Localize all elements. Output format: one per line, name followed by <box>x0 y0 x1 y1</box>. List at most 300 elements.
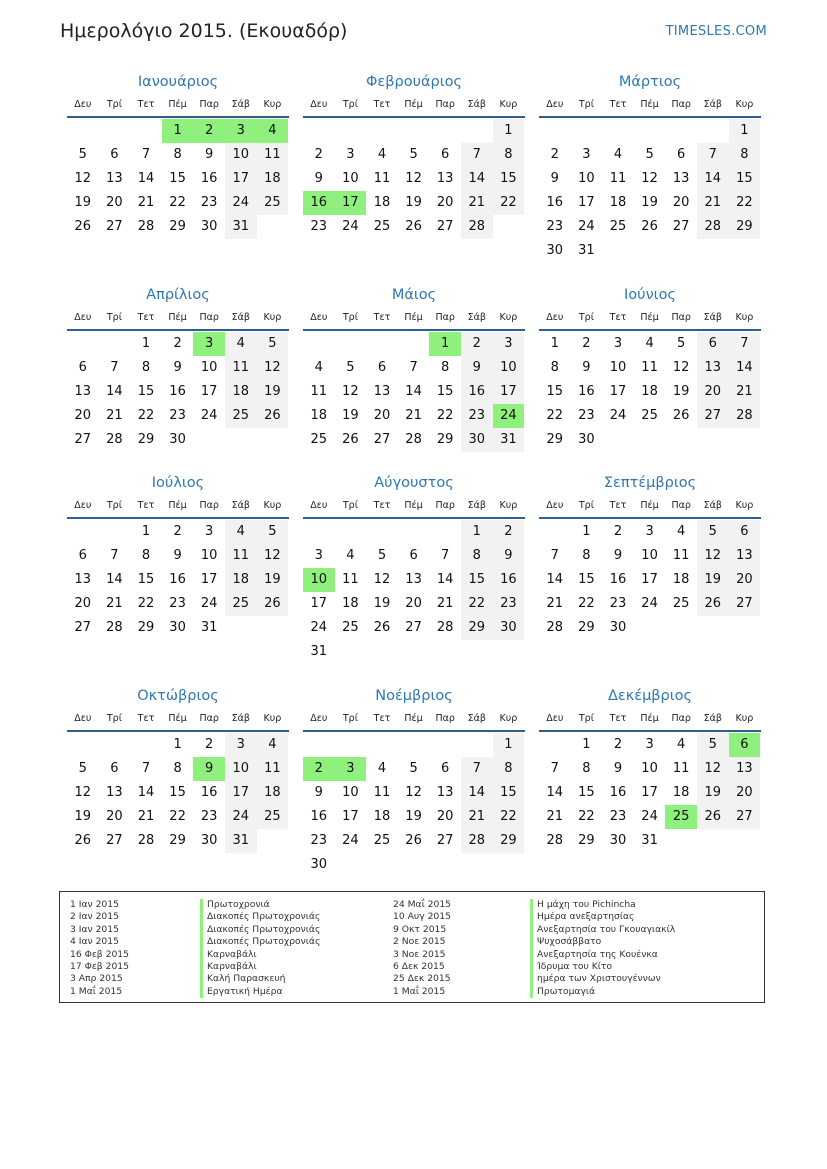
weekday-label: Παρ <box>671 312 691 323</box>
weekday-label: Τρί <box>578 713 594 724</box>
day-cell: 20 <box>373 408 391 423</box>
weekday-label: Παρ <box>671 713 691 724</box>
day-cell: 9 <box>173 360 182 375</box>
empty-cell <box>398 119 430 143</box>
day-cell: 13 <box>74 384 92 399</box>
day-cell: 12 <box>697 544 729 568</box>
day-cell: 17 <box>641 572 658 587</box>
empty-cell <box>335 119 367 143</box>
weekday-header <box>67 306 289 331</box>
day-cell: 20 <box>729 568 761 592</box>
empty-cell <box>99 733 131 757</box>
day-cell: 24 <box>225 805 257 829</box>
day-cell: 16 <box>609 785 627 800</box>
day-cell: 19 <box>672 384 690 399</box>
empty-cell <box>461 119 493 143</box>
day-cell: 10 <box>342 785 359 800</box>
weekday-label: Σάβ <box>231 500 250 511</box>
day-cell: 30 <box>169 620 186 635</box>
day-cell: 1 <box>582 737 591 752</box>
empty-cell <box>429 733 461 757</box>
day-grid <box>67 332 289 452</box>
day-cell: 19 <box>342 408 359 423</box>
day-cell: 7 <box>441 548 450 563</box>
day-cell: 9 <box>550 171 559 186</box>
day-cell: 3 <box>314 548 323 563</box>
day-grid <box>67 733 289 853</box>
day-cell: 3 <box>225 733 257 757</box>
weekday-header <box>67 494 289 519</box>
day-cell: 5 <box>78 761 87 776</box>
day-cell: 11 <box>225 356 257 380</box>
day-cell: 9 <box>613 761 623 776</box>
day-cell: 5 <box>677 336 686 351</box>
weekday-label: Τρί <box>578 99 594 110</box>
day-cell: 8 <box>582 761 591 776</box>
day-cell: 3 <box>645 737 654 752</box>
day-cell: 17 <box>578 195 595 210</box>
empty-cell <box>335 332 367 356</box>
day-cell: 8 <box>582 548 591 563</box>
day-cell: 30 <box>546 243 564 258</box>
day-cell: 28 <box>137 219 155 234</box>
day-cell: 18 <box>225 380 257 404</box>
day-grid <box>539 119 761 263</box>
day-cell: 2 <box>550 147 559 162</box>
day-cell: 27 <box>405 620 422 635</box>
day-cell: 6 <box>78 548 87 563</box>
month-block <box>67 685 289 853</box>
day-cell: 27 <box>106 833 123 848</box>
weekday-label: Κυρ <box>735 500 754 511</box>
day-cell: 22 <box>546 408 564 423</box>
day-cell: 4 <box>377 147 387 162</box>
day-cell: 10 <box>200 548 218 563</box>
day-cell: 1 <box>173 737 182 752</box>
day-cell: 22 <box>493 191 525 215</box>
day-cell: 10 <box>225 757 257 781</box>
day-cell: 14 <box>697 167 729 191</box>
day-cell: 17 <box>225 781 257 805</box>
day-cell: 29 <box>578 620 595 635</box>
day-cell: 3 <box>493 332 525 356</box>
day-cell: 29 <box>169 219 186 234</box>
day-cell: 5 <box>697 733 729 757</box>
day-cell: 22 <box>578 596 595 611</box>
day-cell: 3 <box>582 147 591 162</box>
day-cell: 22 <box>578 809 595 824</box>
day-cell: 9 <box>582 360 591 375</box>
day-cell: 11 <box>672 548 690 563</box>
legend-holiday-date: 1 Ιαν 2015 <box>70 899 119 910</box>
legend-holiday-name: Καρναβάλι <box>200 961 320 973</box>
legend-holiday-date: 10 Αυγ 2015 <box>393 911 451 923</box>
day-cell: 15 <box>578 785 595 800</box>
day-cell: 11 <box>225 544 257 568</box>
day-cell: 7 <box>141 147 151 162</box>
day-cell: 4 <box>677 524 686 539</box>
empty-cell <box>303 520 335 544</box>
day-cell: 30 <box>200 219 218 234</box>
day-cell: 2 <box>613 524 623 539</box>
day-cell: 31 <box>225 215 257 239</box>
day-cell: 7 <box>697 143 729 167</box>
empty-cell <box>461 733 493 757</box>
day-cell: 11 <box>342 572 359 587</box>
day-cell: 23 <box>609 809 627 824</box>
weekday-label: Τετ <box>373 500 391 511</box>
holiday-day-cell: 3 <box>225 119 257 143</box>
day-cell: 10 <box>641 548 658 563</box>
legend-holiday-date: 2 Νοε 2015 <box>393 936 446 948</box>
weekday-label: Κυρ <box>263 500 282 511</box>
month-block <box>539 284 761 452</box>
day-cell: 20 <box>672 195 690 210</box>
day-cell: 31 <box>200 620 218 635</box>
day-cell: 24 <box>641 596 658 611</box>
day-cell: 4 <box>613 147 623 162</box>
day-cell: 4 <box>677 737 686 752</box>
day-cell: 31 <box>225 829 257 853</box>
day-cell: 15 <box>169 171 186 186</box>
day-cell: 20 <box>697 380 729 404</box>
weekday-label: Πέμ <box>404 312 423 323</box>
day-cell: 19 <box>405 809 422 824</box>
day-cell: 26 <box>257 404 289 428</box>
day-cell: 26 <box>405 219 422 234</box>
day-cell: 16 <box>546 195 564 210</box>
empty-cell <box>366 119 398 143</box>
day-cell: 21 <box>137 195 155 210</box>
day-cell: 21 <box>546 809 564 824</box>
month-name: Απρίλιος <box>146 287 210 303</box>
day-cell: 24 <box>609 408 627 423</box>
month-block <box>67 284 289 452</box>
day-cell: 10 <box>609 360 627 375</box>
legend-holiday-name: Διακοπές Πρωτοχρονιάς <box>200 924 320 936</box>
day-cell: 28 <box>461 829 493 853</box>
day-cell: 30 <box>310 857 328 872</box>
weekday-label: Σάβ <box>467 99 486 110</box>
day-cell: 20 <box>729 781 761 805</box>
month-block <box>67 71 289 239</box>
month-name: Φεβρουάριος <box>365 74 463 90</box>
day-cell: 29 <box>493 829 525 853</box>
weekday-label: Παρ <box>671 99 691 110</box>
legend-holiday-name: Πρωτοχρονιά <box>200 899 320 911</box>
weekday-label: Δευ <box>310 312 328 323</box>
empty-cell <box>303 733 335 757</box>
day-cell: 5 <box>257 332 289 356</box>
day-cell: 23 <box>493 592 525 616</box>
weekday-label: Σάβ <box>231 312 250 323</box>
day-cell: 23 <box>578 408 595 423</box>
day-cell: 24 <box>342 219 359 234</box>
day-cell: 30 <box>461 428 493 452</box>
month-name: Οκτώβριος <box>137 688 219 704</box>
day-cell: 13 <box>405 572 422 587</box>
empty-cell <box>99 332 131 356</box>
day-cell: 30 <box>169 432 186 447</box>
day-cell: 11 <box>257 143 289 167</box>
day-cell: 6 <box>441 761 450 776</box>
weekday-header <box>539 93 761 118</box>
day-cell: 14 <box>461 167 493 191</box>
month-name: Μάρτιος <box>618 74 682 90</box>
empty-cell <box>335 733 367 757</box>
day-cell: 19 <box>697 568 729 592</box>
weekday-label: Σάβ <box>467 713 486 724</box>
month-name: Αύγουστος <box>374 475 454 491</box>
day-cell: 29 <box>578 833 595 848</box>
holiday-day-cell: 6 <box>729 733 761 757</box>
empty-cell <box>130 119 162 143</box>
day-cell: 23 <box>169 408 186 423</box>
month-block <box>303 472 525 664</box>
holiday-day-cell: 17 <box>335 191 367 215</box>
day-cell: 11 <box>373 171 391 186</box>
day-cell: 14 <box>461 781 493 805</box>
month-name: Μάιος <box>391 287 437 303</box>
day-cell: 25 <box>373 219 391 234</box>
empty-cell <box>539 520 571 544</box>
day-cell: 21 <box>461 805 493 829</box>
weekday-label: Πέμ <box>640 312 659 323</box>
legend-holiday-name: Ημέρα ανεξαρτησίας <box>530 911 675 923</box>
day-cell: 20 <box>106 195 123 210</box>
month-name: Νοέμβριος <box>375 688 453 704</box>
day-cell: 31 <box>578 243 595 258</box>
weekday-label: Τετ <box>137 312 155 323</box>
weekday-header <box>303 93 525 118</box>
legend-holiday-name: Ίδρυμα του Κίτο <box>530 961 675 973</box>
empty-cell <box>398 733 430 757</box>
day-cell: 2 <box>205 737 214 752</box>
day-cell: 8 <box>493 143 525 167</box>
holiday-day-cell: 4 <box>257 119 289 143</box>
weekday-label: Σάβ <box>703 500 722 511</box>
weekday-label: Παρ <box>671 500 691 511</box>
day-cell: 29 <box>461 616 493 640</box>
day-cell: 6 <box>729 520 761 544</box>
day-cell: 26 <box>74 833 92 848</box>
weekday-label: Τετ <box>373 713 391 724</box>
empty-cell <box>67 119 99 143</box>
legend-holiday-date: 3 Απρ 2015 <box>70 973 123 985</box>
day-cell: 17 <box>200 384 218 399</box>
weekday-label: Σάβ <box>703 312 722 323</box>
weekday-label: Τετ <box>609 713 627 724</box>
day-cell: 25 <box>609 219 627 234</box>
legend-dates-col-1 <box>70 899 129 998</box>
empty-cell <box>398 520 430 544</box>
day-cell: 9 <box>461 356 493 380</box>
day-cell: 25 <box>310 432 328 447</box>
day-cell: 15 <box>493 167 525 191</box>
day-cell: 6 <box>697 332 729 356</box>
weekday-label: Κυρ <box>263 312 282 323</box>
day-cell: 12 <box>342 384 359 399</box>
day-grid <box>303 733 525 877</box>
day-grid <box>67 520 289 640</box>
day-cell: 1 <box>582 524 591 539</box>
legend-holiday-name: Η μάχη του Pichincha <box>530 899 675 911</box>
day-cell: 26 <box>257 592 289 616</box>
weekday-label: Σάβ <box>231 713 250 724</box>
day-cell: 9 <box>314 785 323 800</box>
day-cell: 11 <box>641 360 658 375</box>
day-cell: 16 <box>200 171 218 186</box>
weekday-header <box>539 306 761 331</box>
day-cell: 9 <box>613 548 623 563</box>
day-cell: 1 <box>141 524 151 539</box>
weekday-label: Πέμ <box>640 99 659 110</box>
brand-link[interactable]: TIMESLES.COM <box>665 24 767 39</box>
holiday-day-cell: 16 <box>303 191 335 215</box>
day-cell: 26 <box>373 620 391 635</box>
day-cell: 3 <box>205 524 214 539</box>
empty-cell <box>398 332 430 356</box>
day-cell: 16 <box>169 572 186 587</box>
day-cell: 17 <box>200 572 218 587</box>
legend-holiday-name: Ψυχοσάββατο <box>530 936 675 948</box>
day-cell: 5 <box>346 360 355 375</box>
weekday-label: Δευ <box>546 500 564 511</box>
month-block <box>539 472 761 640</box>
legend-holiday-name: Διακοπές Πρωτοχρονιάς <box>200 936 320 948</box>
day-cell: 5 <box>697 520 729 544</box>
day-cell: 1 <box>729 119 761 143</box>
weekday-label: Πέμ <box>168 99 187 110</box>
weekday-label: Κυρ <box>735 99 754 110</box>
month-block <box>539 71 761 263</box>
day-cell: 23 <box>609 596 627 611</box>
day-cell: 22 <box>461 592 493 616</box>
weekday-label: Σάβ <box>467 500 486 511</box>
day-cell: 23 <box>200 809 218 824</box>
weekday-label: Τρί <box>106 99 122 110</box>
day-cell: 19 <box>257 380 289 404</box>
empty-cell <box>429 119 461 143</box>
day-cell: 12 <box>257 544 289 568</box>
weekday-label: Τετ <box>609 312 627 323</box>
day-cell: 14 <box>137 785 155 800</box>
day-cell: 19 <box>74 809 92 824</box>
legend-holiday-name: Καρναβάλι <box>200 949 320 961</box>
day-cell: 5 <box>257 520 289 544</box>
day-cell: 10 <box>200 360 218 375</box>
day-cell: 6 <box>110 761 119 776</box>
weekday-label: Πέμ <box>404 500 423 511</box>
day-cell: 17 <box>225 167 257 191</box>
legend-holiday-date: 9 Οκτ 2015 <box>393 923 447 935</box>
day-cell: 24 <box>200 596 218 611</box>
legend-holiday-date: 1 Μαΐ 2015 <box>393 985 446 997</box>
day-cell: 2 <box>582 336 591 351</box>
day-cell: 16 <box>169 384 186 399</box>
day-cell: 16 <box>200 785 218 800</box>
empty-cell <box>67 332 99 356</box>
day-cell: 11 <box>609 171 627 186</box>
day-cell: 9 <box>205 147 214 162</box>
weekday-label: Τετ <box>609 99 627 110</box>
day-cell: 25 <box>225 592 257 616</box>
day-cell: 12 <box>405 171 422 186</box>
day-cell: 6 <box>377 360 387 375</box>
day-cell: 22 <box>169 809 186 824</box>
day-cell: 29 <box>137 620 155 635</box>
day-cell: 8 <box>441 360 450 375</box>
day-cell: 7 <box>550 761 559 776</box>
day-cell: 15 <box>137 572 155 587</box>
day-cell: 11 <box>257 757 289 781</box>
day-cell: 17 <box>641 785 658 800</box>
weekday-label: Τρί <box>578 312 594 323</box>
legend-holiday-name: Καλή Παρασκευή <box>200 973 320 985</box>
empty-cell <box>602 119 634 143</box>
day-cell: 13 <box>436 785 454 800</box>
day-cell: 7 <box>110 548 119 563</box>
month-name: Ιούλιος <box>151 475 205 491</box>
day-cell: 20 <box>74 596 92 611</box>
day-cell: 13 <box>697 356 729 380</box>
empty-cell <box>634 119 666 143</box>
day-cell: 6 <box>677 147 686 162</box>
day-cell: 22 <box>137 408 155 423</box>
day-cell: 24 <box>200 408 218 423</box>
weekday-label: Κυρ <box>263 99 282 110</box>
day-cell: 25 <box>641 408 658 423</box>
weekday-label: Δευ <box>74 99 92 110</box>
weekday-label: Παρ <box>435 500 455 511</box>
day-cell: 14 <box>436 572 454 587</box>
day-cell: 22 <box>169 195 186 210</box>
empty-cell <box>539 119 571 143</box>
day-cell: 16 <box>493 568 525 592</box>
weekday-label: Πέμ <box>404 99 423 110</box>
weekday-label: Σάβ <box>467 312 486 323</box>
holiday-day-cell: 3 <box>193 332 225 356</box>
empty-cell <box>665 119 697 143</box>
day-cell: 26 <box>697 805 729 829</box>
day-cell: 21 <box>461 191 493 215</box>
day-cell: 28 <box>106 620 123 635</box>
day-cell: 21 <box>436 596 454 611</box>
day-cell: 4 <box>346 548 355 563</box>
weekday-label: Τρί <box>106 713 122 724</box>
day-cell: 21 <box>546 596 564 611</box>
day-cell: 13 <box>729 757 761 781</box>
day-cell: 4 <box>257 733 289 757</box>
day-cell: 29 <box>137 432 155 447</box>
weekday-label: Δευ <box>546 99 564 110</box>
day-grid <box>303 119 525 239</box>
day-cell: 6 <box>409 548 418 563</box>
day-cell: 19 <box>257 568 289 592</box>
day-cell: 17 <box>310 596 328 611</box>
empty-cell <box>130 733 162 757</box>
day-cell: 16 <box>609 572 627 587</box>
day-grid <box>539 332 761 452</box>
day-cell: 4 <box>645 336 654 351</box>
empty-cell <box>99 520 131 544</box>
month-block <box>303 284 525 452</box>
day-cell: 14 <box>106 572 123 587</box>
weekday-label: Παρ <box>199 500 219 511</box>
page-title: Ημερολόγιο 2015. (Εκουαδόρ) <box>60 20 348 42</box>
month-block <box>539 685 761 853</box>
day-cell: 19 <box>373 596 391 611</box>
